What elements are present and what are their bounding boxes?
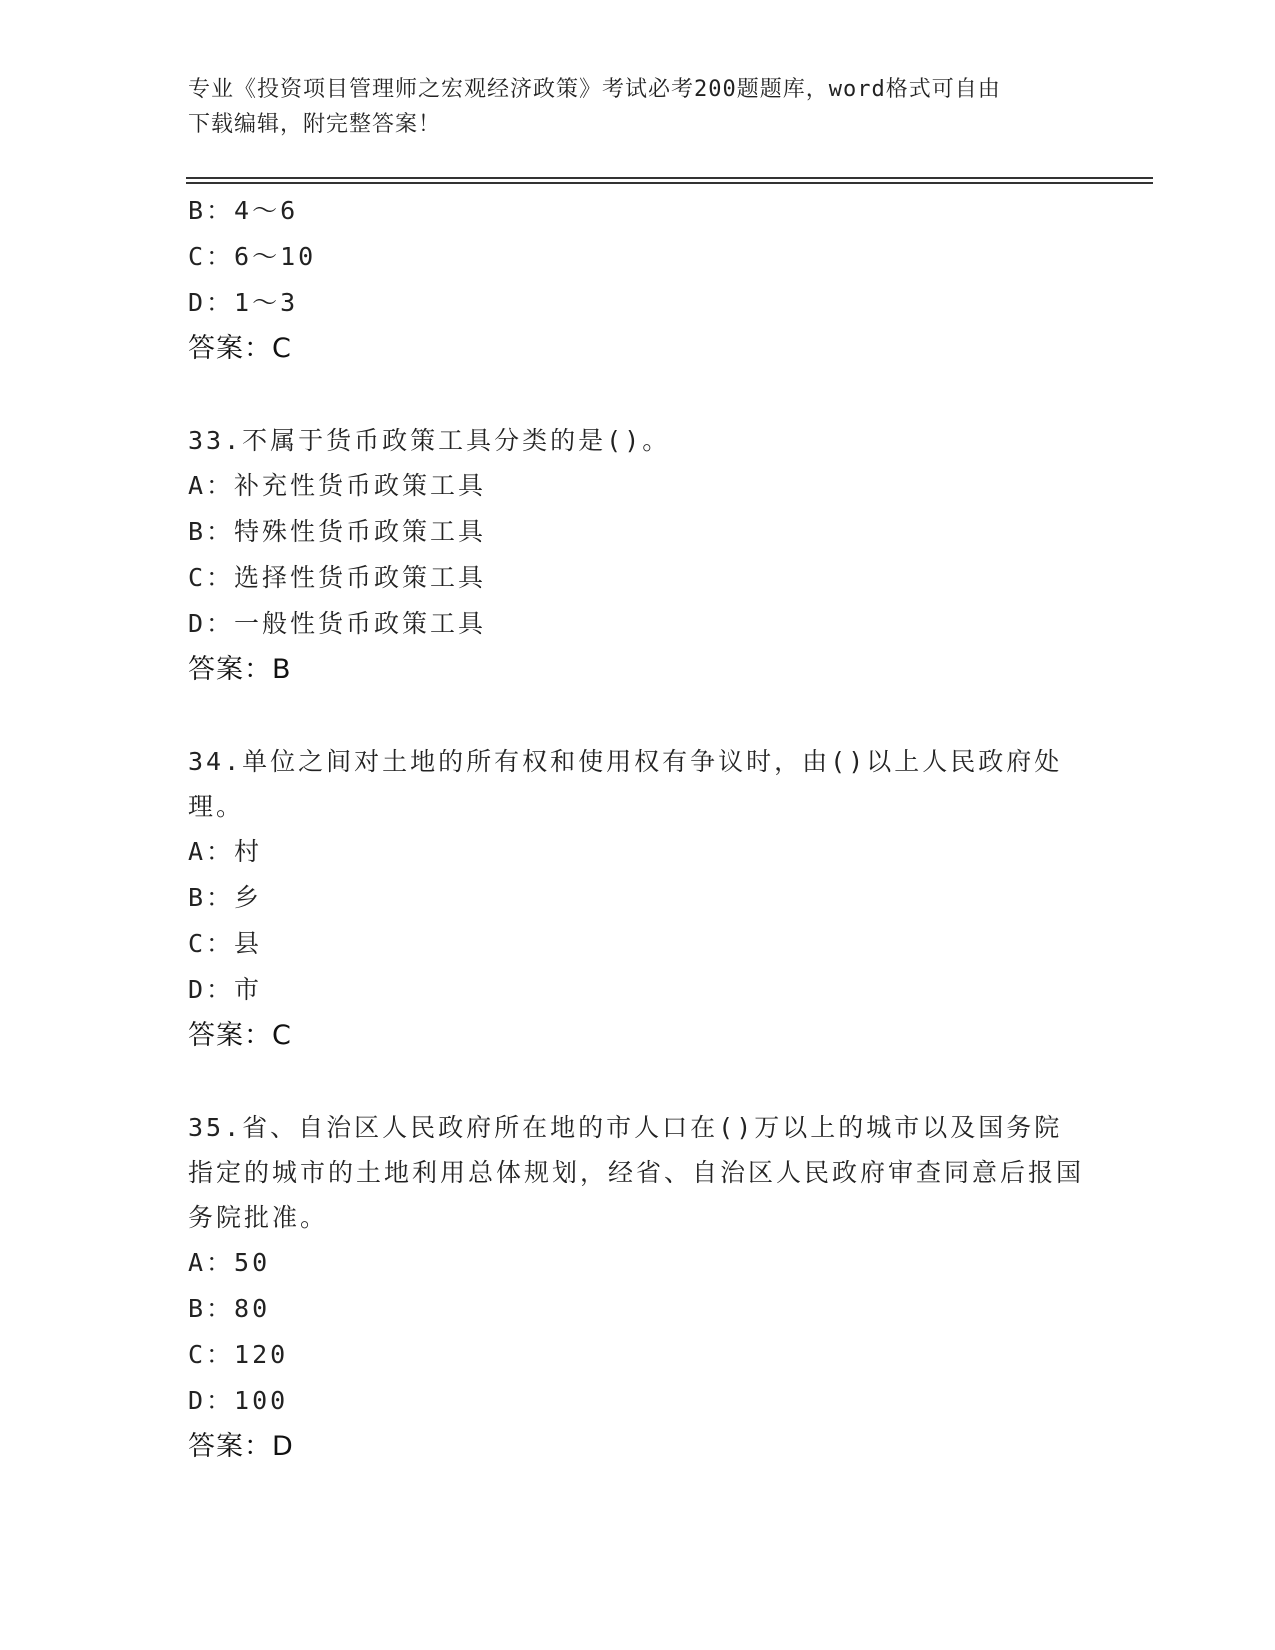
question-text: 33.不属于货币政策工具分类的是()。 [188, 426, 671, 455]
option-c: C：120 [188, 1340, 289, 1369]
document-header [188, 72, 1068, 142]
option-d: D：100 [188, 1386, 289, 1415]
option-b: B：4～6 [188, 196, 299, 225]
option-a: A：补充性货币政策工具 [188, 471, 487, 500]
option-c: C：选择性货币政策工具 [188, 563, 487, 592]
header-line-2: 下载编辑，附完整答案！ [188, 112, 442, 137]
option-c: C：6～10 [188, 242, 317, 271]
option-d: D：市 [188, 975, 263, 1004]
option-b: B：特殊性货币政策工具 [188, 517, 487, 546]
question-34 [188, 739, 1088, 1059]
question-35 [188, 1105, 1088, 1470]
option-b: B：乡 [188, 883, 263, 912]
option-d: D：1～3 [188, 288, 299, 317]
question-text: 35.省、自治区人民政府所在地的市人口在()万以上的城市以及国务院指定的城市的土地利用总体规划，经省、自治区人民政府审查同意后报国务院批准。 [188, 1113, 1085, 1232]
previous-question-tail [188, 188, 1088, 372]
header-divider-top [186, 177, 1153, 179]
answer-label: 答案：B [188, 654, 292, 685]
option-a: A：村 [188, 837, 263, 866]
question-content [188, 188, 1088, 1470]
answer-label: 答案：C [188, 1020, 292, 1051]
option-c: C：县 [188, 929, 263, 958]
answer-label: 答案：C [188, 333, 292, 364]
header-divider-bottom [186, 182, 1153, 184]
question-33 [188, 418, 1088, 693]
option-a: A：50 [188, 1248, 271, 1277]
option-b: B：80 [188, 1294, 271, 1323]
option-d: D：一般性货币政策工具 [188, 609, 487, 638]
question-text: 34.单位之间对土地的所有权和使用权有争议时，由()以上人民政府处理。 [188, 747, 1063, 821]
answer-label: 答案：D [188, 1431, 294, 1462]
header-line-1: 专业《投资项目管理师之宏观经济政策》考试必考200题题库，word格式可自由 [188, 77, 1001, 102]
